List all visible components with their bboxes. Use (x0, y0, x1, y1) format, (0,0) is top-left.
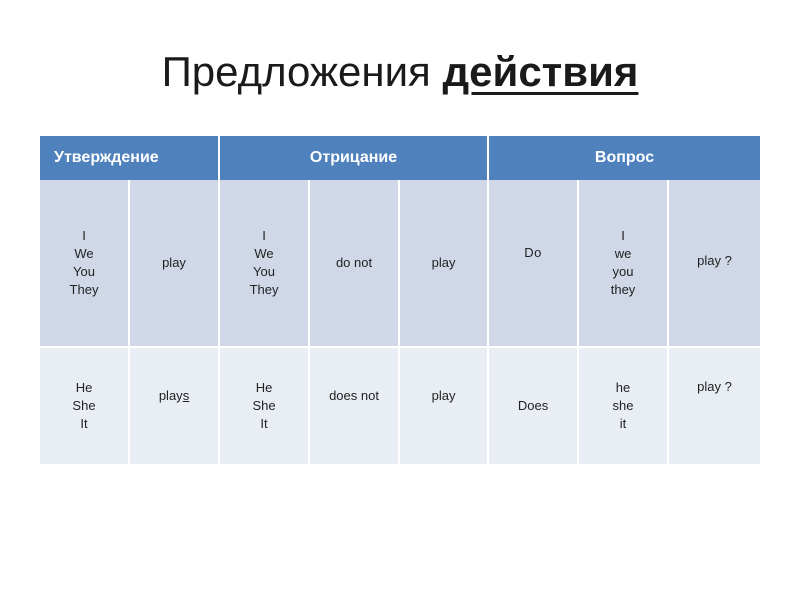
verb-suffix: s (182, 388, 190, 403)
question-verb-cell (668, 180, 760, 347)
verb: play (162, 255, 186, 270)
title-bold: действия (442, 48, 639, 95)
header-affirmative: Утверждение (40, 136, 219, 180)
subject: They (249, 282, 279, 297)
subject: she (612, 398, 634, 413)
header-question: Вопрос (488, 136, 760, 180)
subject: He (75, 380, 93, 395)
subject: I (82, 228, 86, 243)
subject: he (615, 380, 631, 395)
negative-subjects-cell (219, 347, 309, 465)
question-subjects-cell (578, 180, 668, 347)
affirmative-subjects-cell (40, 347, 129, 465)
subject: we (614, 246, 632, 261)
negative-aux-cell (309, 347, 399, 465)
verb: play ? (697, 379, 732, 394)
slide-title (0, 48, 800, 96)
negative-verb-cell (399, 180, 488, 347)
affirmative-verb-cell (129, 347, 219, 465)
subject: they (610, 282, 636, 297)
verb-base: play (158, 388, 183, 403)
auxiliary: Do (524, 245, 542, 260)
auxiliary: do not (335, 255, 373, 270)
subject: They (69, 282, 99, 297)
verb: play (431, 388, 456, 403)
subject: I (262, 228, 266, 243)
question-verb-cell (668, 347, 760, 465)
subject: We (254, 246, 274, 261)
subject: We (74, 246, 94, 261)
negative-aux-cell (309, 180, 399, 347)
subject: You (73, 264, 95, 279)
affirmative-subjects-cell (40, 180, 129, 347)
subject: it (619, 416, 627, 431)
verb: play (431, 255, 456, 270)
verb: play ? (697, 253, 732, 268)
table-row (40, 180, 760, 347)
grammar-table (40, 136, 760, 466)
subject: She (72, 398, 96, 413)
subject: He (255, 380, 273, 395)
affirmative-verb-cell (129, 180, 219, 347)
question-aux-cell (488, 347, 578, 465)
subject: She (252, 398, 276, 413)
header-negative: Отрицание (219, 136, 488, 180)
negative-subjects-cell (219, 180, 309, 347)
subject: You (253, 264, 275, 279)
question-aux-cell (488, 180, 578, 347)
question-subjects-cell (578, 347, 668, 465)
subject: It (80, 416, 88, 431)
auxiliary: does not (329, 388, 379, 403)
table-header-row (40, 136, 760, 180)
subject: It (260, 416, 268, 431)
negative-verb-cell (399, 347, 488, 465)
subject: I (621, 228, 625, 243)
title-regular: Предложения (161, 48, 431, 95)
subject: you (612, 264, 634, 279)
table-row (40, 347, 760, 465)
auxiliary: Does (517, 398, 549, 413)
